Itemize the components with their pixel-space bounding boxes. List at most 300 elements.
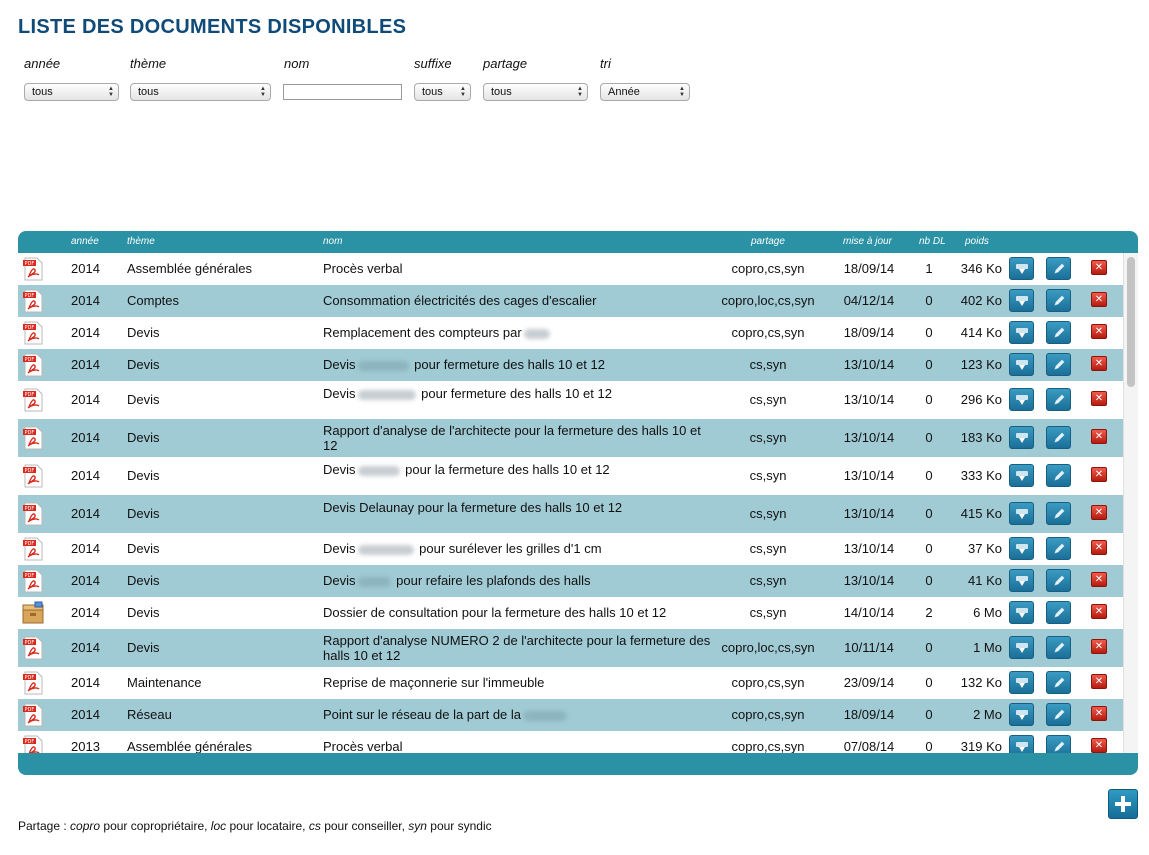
close-icon: ✕: [1094, 574, 1104, 585]
cell-poids: 1 Mo: [973, 640, 1002, 655]
pencil-icon: [1052, 507, 1066, 521]
redacted-name: [358, 390, 416, 400]
delete-button[interactable]: [1091, 572, 1107, 587]
document-name[interactable]: Reprise de maçonnerie sur l'immeuble: [323, 675, 545, 690]
cell-annee: 2014: [71, 468, 100, 483]
cell-maj: 14/10/14: [843, 605, 895, 620]
cell-nom: [323, 386, 718, 401]
cell-theme: Devis: [127, 392, 160, 407]
table-header: [18, 231, 1138, 253]
col-poids[interactable]: poids: [965, 236, 989, 247]
cell-theme: Maintenance: [127, 675, 202, 690]
download-icon: [1015, 262, 1029, 276]
close-icon: ✕: [1094, 469, 1104, 480]
cell-partage: cs,syn: [749, 541, 787, 556]
theme-select[interactable]: [130, 83, 271, 101]
cell-partage: cs,syn: [749, 573, 787, 588]
pdf-icon: [22, 353, 44, 377]
cell-partage: copro,loc,cs,syn: [721, 640, 815, 655]
cell-annee: 2014: [71, 392, 100, 407]
download-button[interactable]: [1009, 321, 1034, 344]
cell-poids: 123 Ko: [960, 357, 1002, 372]
cell-partage: copro,cs,syn: [731, 739, 805, 753]
redacted-name: [358, 361, 409, 371]
documents-table: [18, 231, 1138, 775]
cell-nom: [323, 541, 718, 556]
delete-button[interactable]: [1091, 540, 1107, 555]
cell-nbdl: 0: [925, 707, 933, 722]
cell-maj: 23/09/14: [843, 675, 895, 690]
cell-theme: Devis: [127, 325, 160, 340]
table-scrollbar[interactable]: [1123, 253, 1138, 753]
pencil-icon: [1052, 708, 1066, 722]
pdf-icon: [22, 569, 44, 593]
edit-button[interactable]: [1046, 502, 1071, 525]
cell-maj: 18/09/14: [843, 261, 895, 276]
cell-poids: 319 Ko: [960, 739, 1002, 753]
cell-partage: cs,syn: [749, 605, 787, 620]
edit-button[interactable]: [1046, 426, 1071, 449]
cell-poids: 183 Ko: [960, 430, 1002, 445]
cell-nom: [323, 462, 718, 477]
legend-copro: copro: [70, 819, 101, 833]
edit-button[interactable]: [1046, 636, 1071, 659]
download-button[interactable]: [1009, 289, 1034, 312]
delete-button[interactable]: [1091, 324, 1107, 339]
table-row[interactable]: [18, 629, 1123, 667]
cell-partage: cs,syn: [749, 430, 787, 445]
download-icon: [1015, 740, 1029, 754]
pencil-icon: [1052, 542, 1066, 556]
cell-partage: cs,syn: [749, 468, 787, 483]
cell-annee: 2014: [71, 640, 100, 655]
pencil-icon: [1052, 574, 1066, 588]
document-name[interactable]: Devis Delaunay pour la fermeture des halls 10 et 12: [323, 500, 623, 515]
document-name[interactable]: Rapport d'analyse NUMERO 2 de l'architecte pour la fermeture des halls 10 et 12: [323, 633, 711, 663]
legend-syn-desc: pour syndic: [426, 819, 492, 833]
document-name[interactable]: Dossier de consultation pour la fermeture des halls 10 et 12: [323, 605, 667, 620]
redacted-name: [358, 577, 391, 587]
document-name[interactable]: Devis: [323, 573, 356, 588]
pencil-icon: [1052, 676, 1066, 690]
document-name-suffix[interactable]: pour la fermeture des halls 10 et 12: [405, 462, 610, 477]
pencil-icon: [1052, 641, 1066, 655]
pencil-icon: [1052, 393, 1066, 407]
svg-text:PDF: PDF: [24, 392, 35, 398]
edit-button[interactable]: [1046, 735, 1071, 753]
redacted-name: [524, 329, 550, 339]
document-name[interactable]: Rapport d'analyse de l'architecte pour la fermeture des halls 10 et 12: [323, 423, 701, 453]
cell-poids: 132 Ko: [960, 675, 1002, 690]
cell-poids: 402 Ko: [960, 293, 1002, 308]
table-row[interactable]: [18, 419, 1123, 457]
table-row[interactable]: [18, 731, 1123, 753]
sharing-legend: [18, 819, 492, 833]
document-name[interactable]: Devis: [323, 462, 356, 477]
table-row[interactable]: [18, 533, 1123, 565]
edit-button[interactable]: [1046, 353, 1071, 376]
cell-maj: 13/10/14: [843, 573, 895, 588]
download-icon: [1015, 676, 1029, 690]
edit-button[interactable]: [1046, 671, 1071, 694]
cell-maj: 13/10/14: [843, 506, 895, 521]
pdf-icon: [22, 321, 44, 345]
filter-label-suffixe: suffixe: [414, 56, 452, 71]
document-name[interactable]: Point sur le réseau de la part de la: [323, 707, 522, 722]
svg-text:PDF: PDF: [24, 739, 35, 745]
cell-theme: Réseau: [127, 707, 172, 722]
cell-annee: 2013: [71, 739, 100, 753]
edit-button[interactable]: [1046, 537, 1071, 560]
download-icon: [1015, 542, 1029, 556]
cell-nbdl: 0: [925, 392, 933, 407]
table-row[interactable]: [18, 285, 1123, 317]
col-nom[interactable]: nom: [323, 236, 343, 247]
close-icon: ✕: [1094, 431, 1104, 442]
select-arrows-icon: ▲ ▼: [679, 86, 685, 98]
delete-button[interactable]: [1091, 604, 1107, 619]
plus-icon: [1114, 795, 1132, 813]
cell-nom: [323, 423, 718, 453]
cell-theme: Assemblée générales: [127, 261, 253, 276]
edit-button[interactable]: [1046, 569, 1071, 592]
delete-button[interactable]: [1091, 292, 1107, 307]
redacted-name: [358, 545, 414, 555]
partage-select[interactable]: [483, 83, 588, 101]
filter-bar: [0, 0, 1149, 110]
download-icon: [1015, 641, 1029, 655]
table-row[interactable]: [18, 699, 1123, 731]
cell-nom: [323, 739, 718, 753]
edit-button[interactable]: [1046, 464, 1071, 487]
delete-button[interactable]: [1091, 706, 1107, 721]
tri-select[interactable]: [600, 83, 690, 101]
pencil-icon: [1052, 326, 1066, 340]
pencil-icon: [1052, 431, 1066, 445]
cell-theme: Devis: [127, 430, 160, 445]
cell-theme: Devis: [127, 541, 160, 556]
cell-annee: 2014: [71, 293, 100, 308]
cell-nbdl: 0: [925, 325, 933, 340]
cell-maj: 13/10/14: [843, 541, 895, 556]
pencil-icon: [1052, 294, 1066, 308]
edit-button[interactable]: [1046, 257, 1071, 280]
col-nbdl[interactable]: nb DL: [919, 236, 946, 247]
edit-button[interactable]: [1046, 388, 1071, 411]
cell-maj: 04/12/14: [843, 293, 895, 308]
table-row[interactable]: [18, 349, 1123, 381]
cell-theme: Devis: [127, 573, 160, 588]
document-name-suffix[interactable]: pour fermeture des halls 10 et 12: [421, 386, 612, 401]
document-name[interactable]: Devis: [323, 541, 356, 556]
download-button[interactable]: [1009, 569, 1034, 592]
svg-text:PDF: PDF: [24, 707, 35, 713]
redacted-name: [358, 466, 400, 476]
pencil-icon: [1052, 606, 1066, 620]
cell-annee: 2014: [71, 707, 100, 722]
document-name-suffix[interactable]: pour fermeture des halls 10 et 12: [414, 357, 605, 372]
download-icon: [1015, 606, 1029, 620]
cell-annee: 2014: [71, 325, 100, 340]
cell-nbdl: 0: [925, 430, 933, 445]
filter-label-partage: partage: [483, 56, 528, 71]
cell-maj: 13/10/14: [843, 468, 895, 483]
close-icon: ✕: [1094, 262, 1104, 273]
delete-button[interactable]: [1091, 356, 1107, 371]
download-button[interactable]: [1009, 388, 1034, 411]
table-row[interactable]: [18, 381, 1123, 419]
page-title: LISTE DES DOCUMENTS DISPONIBLES: [18, 16, 407, 38]
download-button[interactable]: [1009, 257, 1034, 280]
cell-nom: [323, 357, 718, 372]
table-row[interactable]: [18, 253, 1123, 285]
download-button[interactable]: [1009, 537, 1034, 560]
nom-input[interactable]: [283, 84, 402, 100]
filter-label-nom: nom: [284, 56, 310, 71]
cell-nbdl: 0: [925, 468, 933, 483]
close-icon: ✕: [1094, 358, 1104, 369]
pdf-icon: [22, 502, 44, 526]
svg-text:PDF: PDF: [24, 506, 35, 512]
annee-select-value: tous: [32, 86, 53, 98]
close-icon: ✕: [1094, 606, 1104, 617]
close-icon: ✕: [1094, 542, 1104, 553]
delete-button[interactable]: [1091, 674, 1107, 689]
theme-select-value: tous: [138, 86, 159, 98]
cell-poids: 414 Ko: [960, 325, 1002, 340]
download-button[interactable]: [1009, 703, 1034, 726]
cell-maj: 13/10/14: [843, 430, 895, 445]
delete-button[interactable]: [1091, 467, 1107, 482]
cell-partage: copro,cs,syn: [731, 325, 805, 340]
legend-loc-desc: pour locataire,: [226, 819, 309, 833]
cell-nbdl: 0: [925, 675, 933, 690]
cell-nom: [323, 261, 718, 276]
table-row[interactable]: [18, 597, 1123, 629]
close-icon: ✕: [1094, 294, 1104, 305]
cell-nbdl: 2: [925, 605, 933, 620]
svg-text:PDF: PDF: [24, 640, 35, 646]
document-name[interactable]: Devis: [323, 357, 356, 372]
cell-maj: 18/09/14: [843, 707, 895, 722]
cell-nom: [323, 293, 718, 308]
download-icon: [1015, 507, 1029, 521]
download-icon: [1015, 469, 1029, 483]
cell-nbdl: 1: [925, 261, 933, 276]
download-icon: [1015, 326, 1029, 340]
cell-nbdl: 0: [925, 506, 933, 521]
svg-text:PDF: PDF: [24, 357, 35, 363]
cell-maj: 18/09/14: [843, 325, 895, 340]
archive-icon: [22, 601, 44, 625]
filter-label-annee: année: [24, 56, 61, 71]
cell-theme: Assemblée générales: [127, 739, 253, 753]
document-name[interactable]: Procès verbal: [323, 739, 403, 753]
col-partage[interactable]: partage: [751, 236, 785, 247]
select-arrows-icon: ▲ ▼: [260, 86, 266, 98]
cell-partage: copro,loc,cs,syn: [721, 293, 815, 308]
partage-select-value: tous: [491, 86, 512, 98]
document-name[interactable]: Remplacement des compteurs par: [323, 325, 522, 340]
cell-poids: 41 Ko: [968, 573, 1002, 588]
cell-theme: Devis: [127, 640, 160, 655]
pdf-icon: [22, 703, 44, 727]
svg-text:PDF: PDF: [24, 325, 35, 331]
cell-nbdl: 0: [925, 357, 933, 372]
col-maj[interactable]: mise à jour: [843, 236, 892, 247]
close-icon: ✕: [1094, 507, 1104, 518]
document-name[interactable]: Procès verbal: [323, 261, 403, 276]
cell-nom: [323, 500, 718, 515]
pdf-icon: [22, 426, 44, 450]
edit-button[interactable]: [1046, 321, 1071, 344]
pencil-icon: [1052, 358, 1066, 372]
svg-text:PDF: PDF: [24, 293, 35, 299]
cell-maj: 13/10/14: [843, 392, 895, 407]
close-icon: ✕: [1094, 641, 1104, 652]
close-icon: ✕: [1094, 740, 1104, 751]
cell-nom: [323, 707, 718, 722]
download-button[interactable]: [1009, 426, 1034, 449]
svg-text:PDF: PDF: [24, 430, 35, 436]
legend-cs-desc: pour conseiller,: [320, 819, 409, 833]
cell-nbdl: 0: [925, 739, 933, 753]
close-icon: ✕: [1094, 708, 1104, 719]
delete-button[interactable]: [1091, 505, 1107, 520]
cell-poids: 415 Ko: [960, 506, 1002, 521]
close-icon: ✕: [1094, 326, 1104, 337]
table-row[interactable]: [18, 667, 1123, 699]
pdf-icon: [22, 388, 44, 412]
col-annee[interactable]: année: [71, 236, 99, 247]
table-row[interactable]: [18, 317, 1123, 349]
delete-button[interactable]: [1091, 639, 1107, 654]
tri-select-value: Année: [608, 86, 640, 98]
delete-button[interactable]: [1091, 429, 1107, 444]
svg-text:PDF: PDF: [24, 261, 35, 267]
select-arrows-icon: ▲ ▼: [577, 86, 583, 98]
delete-button[interactable]: [1091, 391, 1107, 406]
cell-poids: 296 Ko: [960, 392, 1002, 407]
download-button[interactable]: [1009, 601, 1034, 624]
download-button[interactable]: [1009, 636, 1034, 659]
legend-syn: syn: [408, 819, 427, 833]
svg-text:PDF: PDF: [24, 541, 35, 547]
legend-copro-desc: pour copropriétaire,: [100, 819, 211, 833]
cell-poids: 2 Mo: [973, 707, 1002, 722]
cell-nbdl: 0: [925, 640, 933, 655]
download-icon: [1015, 574, 1029, 588]
table-body: [18, 253, 1123, 753]
cell-maj: 10/11/14: [844, 640, 894, 655]
table-row[interactable]: [18, 495, 1123, 533]
cell-poids: 346 Ko: [960, 261, 1002, 276]
cell-poids: 333 Ko: [960, 468, 1002, 483]
select-arrows-icon: ▲ ▼: [108, 86, 114, 98]
download-button[interactable]: [1009, 735, 1034, 753]
cell-theme: Devis: [127, 506, 160, 521]
table-row[interactable]: [18, 457, 1123, 495]
pencil-icon: [1052, 469, 1066, 483]
cell-annee: 2014: [71, 430, 100, 445]
table-row[interactable]: [18, 565, 1123, 597]
pencil-icon: [1052, 262, 1066, 276]
annee-select[interactable]: [24, 83, 119, 101]
document-name[interactable]: Devis: [323, 386, 356, 401]
cell-poids: 37 Ko: [968, 541, 1002, 556]
cell-nbdl: 0: [925, 293, 933, 308]
document-name-suffix[interactable]: pour refaire les plafonds des halls: [396, 573, 591, 588]
document-name-suffix[interactable]: pour surélever les grilles d'1 cm: [419, 541, 602, 556]
select-arrows-icon: ▲ ▼: [460, 86, 466, 98]
download-icon: [1015, 294, 1029, 308]
cell-maj: 13/10/14: [843, 357, 895, 372]
download-icon: [1015, 393, 1029, 407]
cell-partage: copro,cs,syn: [731, 261, 805, 276]
download-button[interactable]: [1009, 502, 1034, 525]
cell-nom: [323, 325, 718, 340]
download-button[interactable]: [1009, 671, 1034, 694]
download-button[interactable]: [1009, 464, 1034, 487]
cell-partage: copro,cs,syn: [731, 707, 805, 722]
filter-label-tri: tri: [600, 56, 611, 71]
pdf-icon: [22, 464, 44, 488]
pencil-icon: [1052, 740, 1066, 754]
legend-loc: loc: [210, 819, 227, 833]
cell-maj: 07/08/14: [843, 739, 895, 753]
download-icon: [1015, 431, 1029, 445]
filter-label-theme: thème: [130, 56, 167, 71]
cell-annee: 2014: [71, 506, 100, 521]
add-document-button[interactable]: [1108, 789, 1138, 819]
edit-button[interactable]: [1046, 703, 1071, 726]
delete-button[interactable]: [1091, 260, 1107, 275]
cell-theme: Devis: [127, 468, 160, 483]
edit-button[interactable]: [1046, 601, 1071, 624]
cell-partage: cs,syn: [749, 392, 787, 407]
scroll-thumb[interactable]: [1127, 257, 1135, 387]
edit-button[interactable]: [1046, 289, 1071, 312]
legend-cs: cs: [308, 819, 321, 833]
redacted-name: [523, 711, 567, 721]
cell-annee: 2014: [71, 573, 100, 588]
suffixe-select-value: tous: [422, 86, 443, 98]
document-name[interactable]: Consommation électricités des cages d'escalier: [323, 293, 597, 308]
col-theme[interactable]: thème: [127, 236, 155, 247]
close-icon: ✕: [1094, 393, 1104, 404]
legend-prefix: Partage :: [18, 819, 71, 833]
download-icon: [1015, 708, 1029, 722]
cell-annee: 2014: [71, 605, 100, 620]
close-icon: ✕: [1094, 676, 1104, 687]
svg-text:PDF: PDF: [24, 573, 35, 579]
pdf-icon: [22, 735, 44, 753]
delete-button[interactable]: [1091, 738, 1107, 753]
cell-annee: 2014: [71, 541, 100, 556]
suffixe-select[interactable]: [414, 83, 471, 101]
svg-text:PDF: PDF: [24, 675, 35, 681]
cell-nom: [323, 573, 718, 588]
cell-nom: [323, 633, 718, 663]
cell-annee: 2014: [71, 357, 100, 372]
pdf-icon: [22, 671, 44, 695]
cell-partage: cs,syn: [749, 357, 787, 372]
cell-theme: Comptes: [127, 293, 180, 308]
cell-nbdl: 0: [925, 541, 933, 556]
download-button[interactable]: [1009, 353, 1034, 376]
pdf-icon: [22, 537, 44, 561]
cell-partage: cs,syn: [749, 506, 787, 521]
